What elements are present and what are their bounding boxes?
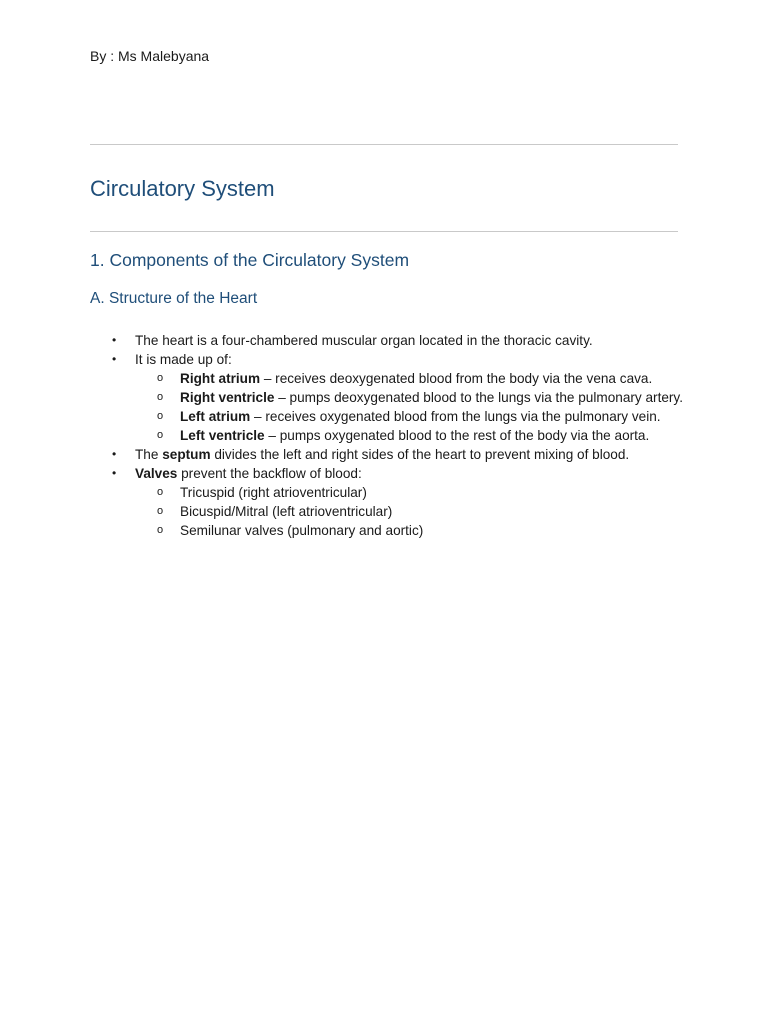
chamber-term: Left ventricle (180, 428, 265, 443)
septum-pre: The (135, 447, 163, 462)
septum-term: septum (162, 447, 211, 462)
list-item-text: It is made up of: (135, 352, 232, 367)
chamber-term: Right ventricle (180, 390, 275, 405)
chamber-item (157, 426, 690, 445)
chamber-term: Left atrium (180, 409, 251, 424)
chamber-item (157, 407, 690, 426)
divider (90, 144, 678, 145)
circle-bullet-icon: o (157, 372, 164, 384)
valve-item (157, 502, 690, 521)
heart-structure-list (90, 331, 690, 540)
bullet-icon: • (112, 466, 117, 480)
chamber-description: – pumps oxygenated blood to the rest of the body via the aorta. (264, 428, 650, 443)
bullet-icon: • (112, 333, 117, 347)
valves-term: Valves (135, 466, 178, 481)
divider (90, 231, 678, 232)
list-item (112, 331, 690, 350)
valve-item (157, 483, 690, 502)
circle-bullet-icon: o (157, 429, 164, 441)
list-item-text: The heart is a four-chambered muscular organ located in the thoracic cavity. (135, 333, 593, 348)
page-title: Circulatory System (90, 176, 275, 201)
list-item (112, 464, 690, 540)
valves-description: prevent the backflow of blood: (177, 466, 362, 481)
chamber-description: – receives oxygenated blood from the lungs via the pulmonary vein. (250, 409, 661, 424)
author-line: By : Ms Malebyana (90, 48, 210, 64)
valve-list (135, 483, 690, 540)
valve-item (157, 521, 690, 540)
chamber-term: Right atrium (180, 371, 261, 386)
circle-bullet-icon: o (157, 524, 164, 536)
circle-bullet-icon: o (157, 505, 164, 517)
bullet-icon: • (112, 447, 117, 461)
chamber-description: – pumps deoxygenated blood to the lungs via the pulmonary artery. (274, 390, 683, 405)
chamber-item (157, 388, 690, 407)
septum-description: divides the left and right sides of the heart to prevent mixing of blood. (210, 447, 630, 462)
bullet-list (90, 331, 690, 540)
section-heading: 1. Components of the Circulatory System (90, 250, 410, 270)
valve-item-text: Semilunar valves (pulmonary and aortic) (180, 523, 424, 538)
chamber-description: – receives deoxygenated blood from the body via the vena cava. (260, 371, 653, 386)
circle-bullet-icon: o (157, 486, 164, 498)
bullet-icon: • (112, 352, 117, 366)
circle-bullet-icon: o (157, 410, 164, 422)
list-item (112, 350, 690, 445)
valve-item-text: Tricuspid (right atrioventricular) (180, 485, 367, 500)
valve-item-text: Bicuspid/Mitral (left atrioventricular) (180, 504, 393, 519)
chamber-item (157, 369, 690, 388)
chamber-list (135, 369, 690, 445)
circle-bullet-icon: o (157, 391, 164, 403)
list-item (112, 445, 690, 464)
subsection-heading: A. Structure of the Heart (90, 290, 258, 307)
